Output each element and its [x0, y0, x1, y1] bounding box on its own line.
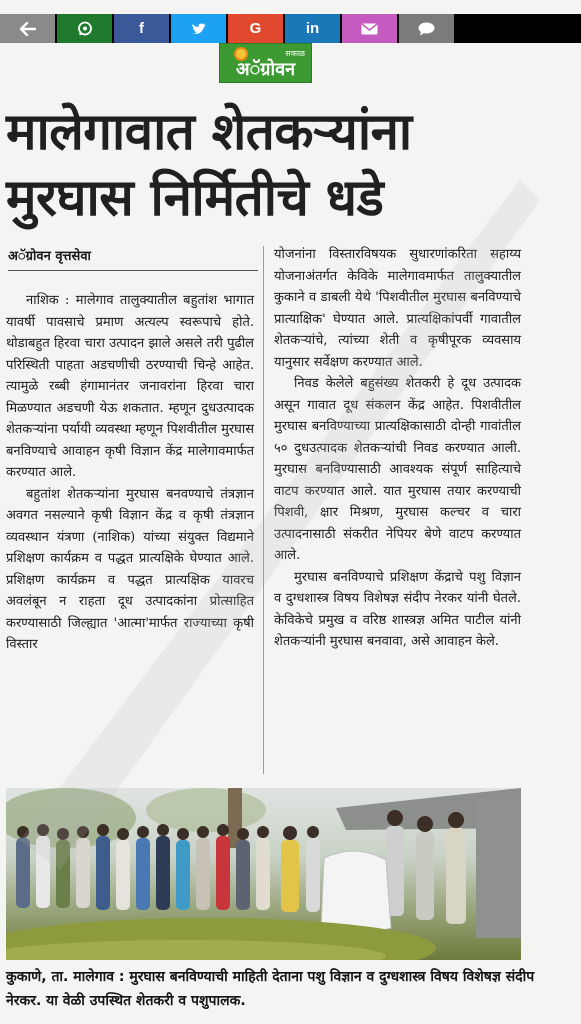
- article-column-right: [274, 244, 521, 653]
- linkedin-share-button[interactable]: [285, 14, 340, 43]
- article-photo: [6, 788, 521, 960]
- email-share-button[interactable]: [342, 14, 397, 43]
- share-bar: [0, 14, 581, 43]
- headline-line-2: मुरघास निर्मितीचे धडे: [6, 169, 384, 228]
- paragraph: मुरघास बनविण्याचे प्रशिक्षण केंद्राचे पशु विज्ञान व दुग्धशास्त्र विषय विशेषज्ञ संदीप नेरकर यांनी घेतले. केविकेचे प्रमुख व वरिष्ठ शास्त्रज्ञ अमित पाटील यांनी शेतकऱ्यांनी मुरघास बनवावा, असे आवाहन केले.: [274, 569, 521, 649]
- photo-illustration: [6, 788, 521, 960]
- google-icon: G: [249, 20, 262, 37]
- logo-top-text: सकाळ: [285, 49, 305, 58]
- back-button[interactable]: [0, 14, 55, 43]
- photo-caption: कुकाणे, ता. मालेगाव : मुरघास बनविण्याची माहिती देताना पशु विज्ञान व दुग्धशास्त्र विषय विशेषज्ञ संदीप नेरकर. या वेळी उपस्थित शेतकरी व पशुपालक.: [6, 969, 535, 1009]
- article-column-left: [6, 290, 254, 656]
- google-share-button[interactable]: [228, 14, 283, 43]
- paragraph: योजनांना विस्तारविषयक सुधारणांकरिता सहाय्य योजनाअंतर्गत केविके मालेगावमार्फत तालुक्यातील कुकाने व डाबली येथे 'पिशवीतील मुरघास बनविण्याचे प्रात्याक्षिक' घेण्यात आले. प्रात्यक्षिकांपर्वी गावातील शेतकऱ्यांचे, त्यांच्या शेती व कृषीपूरक व्यवसाय यानुसार सर्वेक्षण करण्यात आले.: [274, 247, 521, 370]
- agrowon-logo[interactable]: [219, 43, 312, 83]
- column-divider: [263, 246, 264, 774]
- facebook-share-button[interactable]: [114, 14, 169, 43]
- mail-icon: [361, 23, 378, 35]
- arrow-left-icon: [20, 22, 36, 36]
- logo-name: अॅग्रोवन: [235, 59, 296, 80]
- twitter-share-button[interactable]: [171, 14, 226, 43]
- whatsapp-icon: [77, 21, 93, 37]
- paragraph: नाशिक : मालेगाव तालुक्यातील बहुतांश भागात यावर्षी पावसाचे प्रमाण अत्यल्प स्वरूपाचे होते. थोडाबहुत हिरवा चारा उत्पादन झाले असले तरी पुढील परिस्थिती पाहता अडचणीची ठरण्याची चिन्हे आहेत. त्यामुळे रब्बी हंगामानंतर जनावरांना हिरवा चारा मिळण्यात अडचणी येऊ शकतात. म्हणून दुधउत्पादक शेतकऱ्यांना पर्यायी व्यवस्था म्हणून पिशवीतील मुरघास बनविण्याचे आवाहन कृषी विज्ञान केंद्र मालेगावमार्फत करण्यात आले.: [6, 293, 254, 480]
- facebook-icon: f: [139, 20, 144, 37]
- linkedin-icon: in: [305, 20, 320, 37]
- paragraph: बहुतांश शेतकऱ्यांना मुरघास बनवण्याचे तंत्रज्ञान अवगत नसल्याने कृषी विज्ञान केंद्र व कृषी तंत्रज्ञान व्यवस्थान यंत्रणा (नाशिक) यांच्या संयुक्त विद्यमाने प्रशिक्षण कार्यक्रम व पद्धत प्रात्यक्षिके घेण्यात आले. प्रशिक्षण कार्यक्रम व पद्धत प्रात्यक्षिक यावरच अवलंबून न राहता दूध उत्पादकांना प्रोत्साहित करण्यासाठी जिल्ह्यात 'आत्मा'मार्फत राज्याच्या कृषी विस्तार: [6, 486, 254, 652]
- comment-icon: [418, 22, 435, 36]
- byline: अॅग्रोवन वृत्तसेवा: [8, 246, 258, 271]
- article-headline: [6, 100, 576, 232]
- twitter-icon: [191, 22, 207, 36]
- headline-line-1: मालेगावात शेतकऱ्यांना: [6, 103, 412, 162]
- whatsapp-share-button[interactable]: [57, 14, 112, 43]
- paragraph: निवड केलेले बहुसंख्य शेतकरी हे दूध उत्पादक असून गावात दूध संकलन केंद्र आहेत. पिशवीतील मुरघास बनविण्याच्या प्रात्यक्षिकासाठी दोन्ही गावांतील ५० दुधउत्पादक शेतकऱ्यांची निवड करण्यात आली. मुरघास बनविण्यासाठी आवश्यक संपूर्ण साहित्याचे वाटप करण्यात आले. यात मुरघास तयार करण्याची पिशवी, क्षार मिश्रण, मुरघास कल्चर व चारा उत्पादनासाठी संकरीत नेपियर बेणे वाटप करण्यात आले.: [274, 376, 521, 563]
- comment-share-button[interactable]: [399, 14, 454, 43]
